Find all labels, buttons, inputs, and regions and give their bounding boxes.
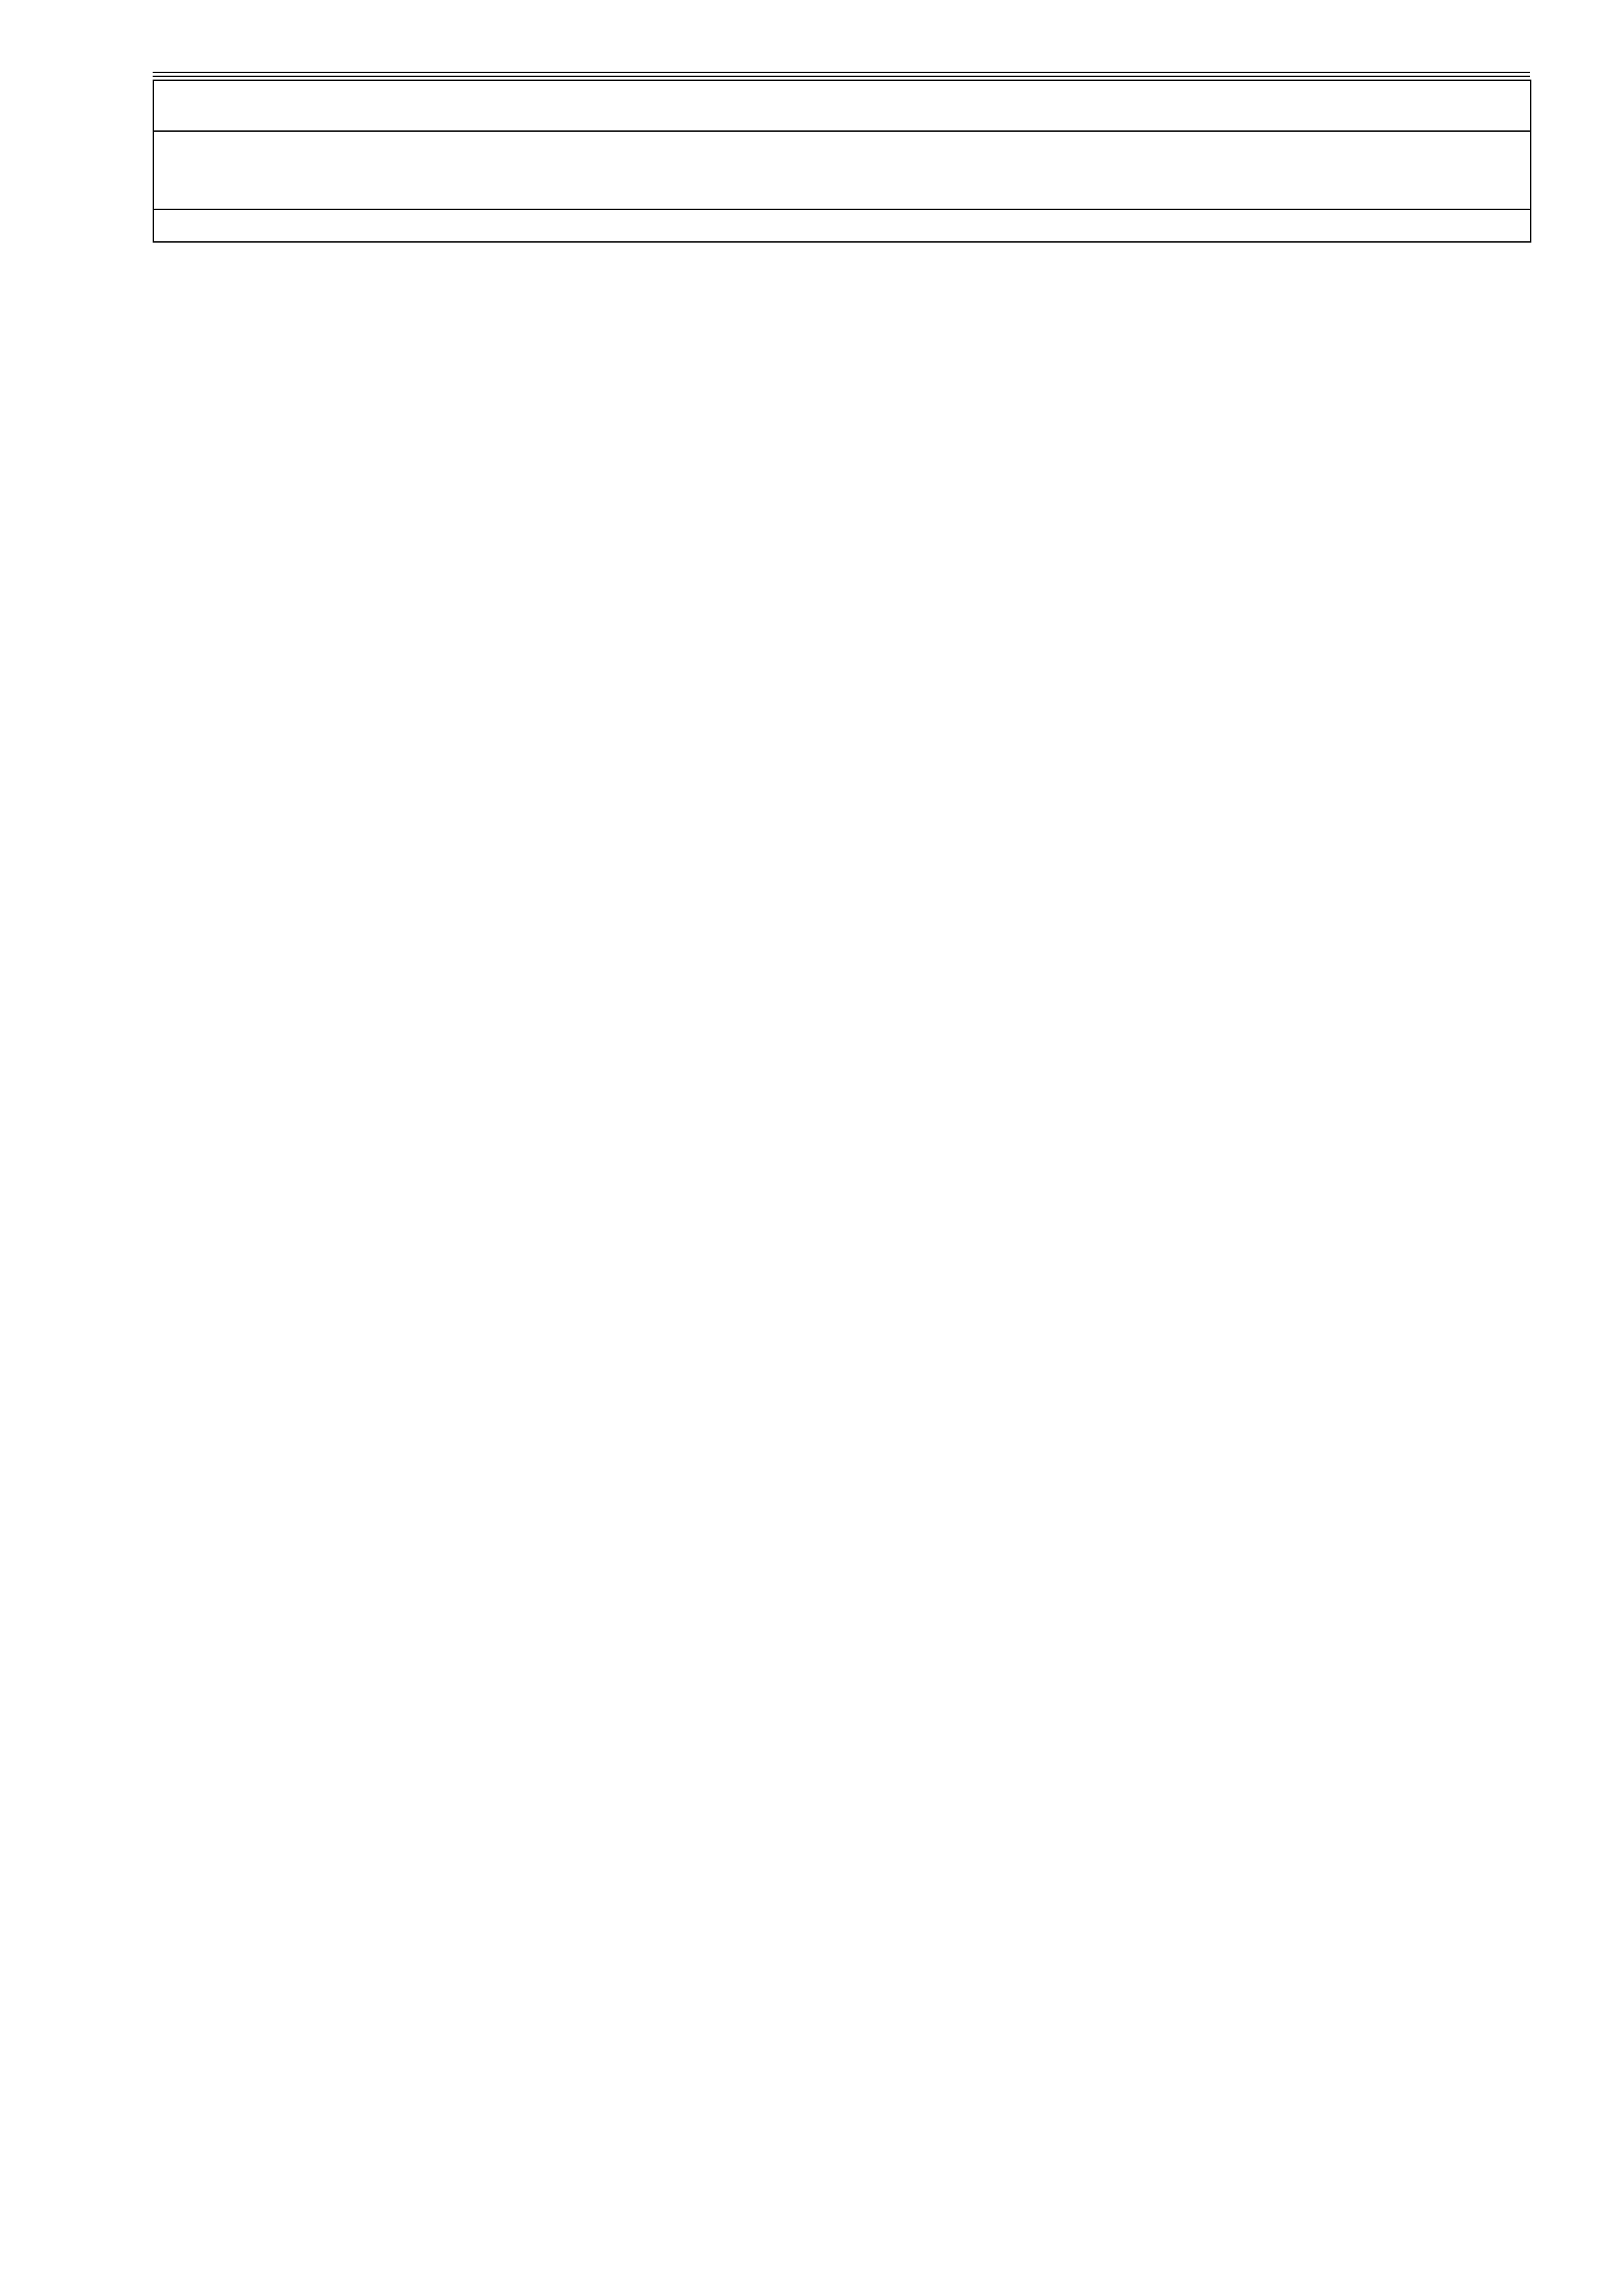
section-title	[153, 80, 1531, 131]
subheading-row	[153, 209, 1531, 242]
table-title-row	[153, 131, 1531, 209]
header-rule	[153, 72, 1530, 73]
table-title-block	[153, 131, 1531, 209]
section-row	[153, 80, 1531, 131]
price-table	[153, 80, 1531, 243]
meter-line	[154, 132, 1530, 164]
header-rule	[153, 76, 1530, 77]
subheading	[153, 209, 1531, 242]
